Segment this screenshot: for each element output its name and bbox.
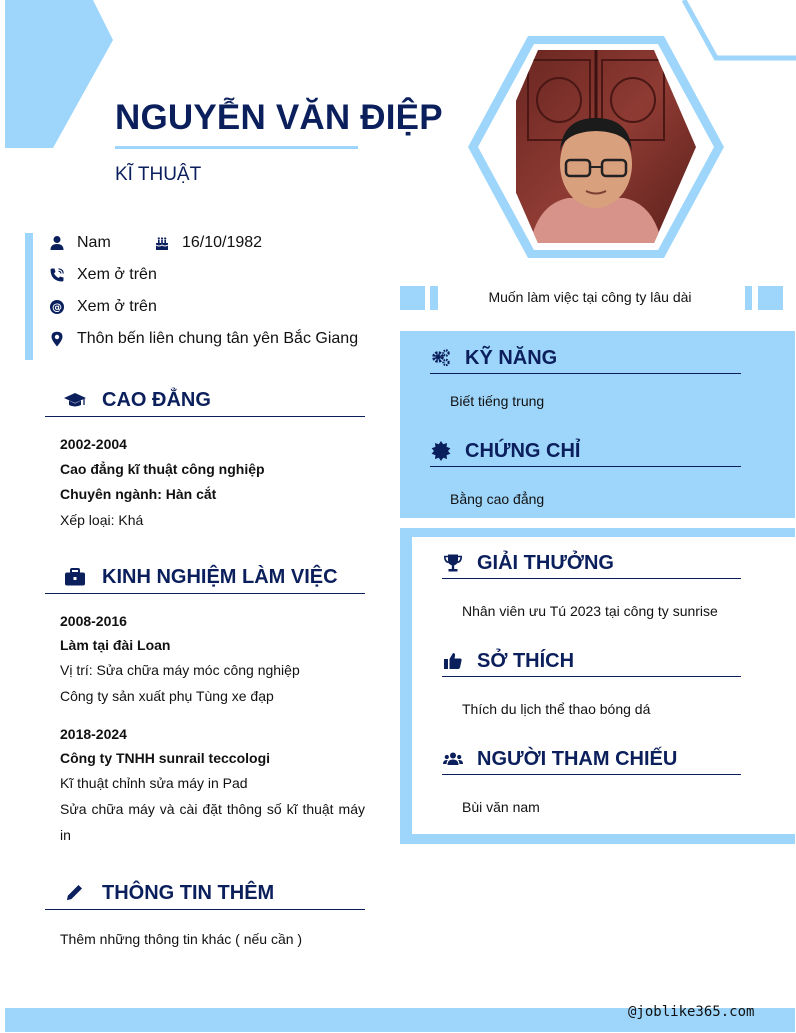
birthday-text: 16/10/1982 — [182, 234, 263, 251]
experience-section — [45, 561, 365, 594]
hobbies-divider — [442, 676, 741, 677]
education-period: 2002-2004 — [60, 436, 127, 452]
career-objective: Muốn làm việc tại công ty lâu dài — [488, 289, 692, 305]
contact-email — [47, 297, 157, 317]
certificates-section — [430, 436, 741, 467]
svg-text:@: @ — [52, 302, 62, 314]
thumbs-up-icon — [442, 650, 464, 672]
location-pin-icon — [47, 329, 67, 349]
education-school: Cao đẳng kĩ thuật công nghiệp — [60, 461, 265, 477]
additional-title: THÔNG TIN THÊM — [102, 881, 275, 904]
references-section — [442, 744, 741, 775]
certificate-badge-icon — [430, 440, 452, 462]
experience-title: KINH NGHIỆM LÀM VIỆC — [102, 565, 338, 588]
certificates-divider — [430, 466, 741, 467]
footer-watermark: @joblike365.com — [628, 1004, 755, 1020]
awards-text: Nhân viên ưu Tú 2023 tại công ty sunrise — [462, 603, 718, 619]
profile-photo — [468, 36, 724, 258]
address-text: Thôn bến liên chung tân yên Bắc Giang — [77, 330, 359, 347]
job-title: KĨ THUẬT — [115, 164, 202, 185]
education-major: Chuyên ngành: Hàn cắt — [60, 486, 217, 502]
experience-company: Công ty TNHH sunrail teccologi — [60, 750, 271, 766]
certificates-title: CHỨNG CHỈ — [465, 439, 581, 462]
experience-item — [60, 609, 365, 709]
experience-line: Vị trí: Sửa chữa máy móc công nghiệp — [60, 662, 300, 678]
users-group-icon — [442, 748, 464, 770]
experience-line: Kĩ thuật chỉnh sửa máy in Pad — [60, 775, 248, 791]
education-divider — [45, 416, 365, 417]
education-title: CAO ĐẲNG — [102, 388, 211, 411]
graduation-cap-icon — [62, 389, 88, 411]
hobbies-title: SỞ THÍCH — [477, 649, 575, 672]
experience-period: 2008-2016 — [60, 613, 127, 629]
experience-line: Công ty sản xuất phụ Tùng xe đạp — [60, 688, 274, 704]
phone-icon — [47, 265, 67, 285]
additional-divider — [45, 909, 365, 910]
contact-address — [47, 329, 358, 349]
pencil-icon — [62, 882, 88, 904]
education-section — [45, 384, 365, 417]
candidate-name: NGUYỄN VĂN ĐIỆP — [115, 98, 443, 137]
education-grade: Xếp loại: Khá — [60, 512, 144, 528]
certificates-text: Bằng cao đẳng — [450, 491, 545, 507]
contact-accent-bar — [25, 233, 33, 360]
awards-section — [442, 548, 741, 579]
references-text: Bùi văn nam — [462, 799, 540, 815]
gears-icon — [430, 347, 452, 369]
contact-birthday — [152, 233, 262, 253]
name-underline — [115, 146, 358, 149]
additional-section — [45, 877, 365, 910]
hobbies-text: Thích du lịch thể thao bóng dá — [462, 701, 651, 717]
briefcase-icon — [62, 566, 88, 588]
experience-company: Làm tại đài Loan — [60, 637, 171, 653]
email-at-icon — [47, 297, 67, 317]
references-title: NGƯỜI THAM CHIẾU — [477, 747, 678, 770]
phone-text: Xem ở trên — [77, 266, 157, 283]
experience-item — [60, 722, 365, 848]
skills-title: KỸ NĂNG — [465, 346, 558, 369]
skills-section — [430, 343, 741, 374]
trophy-icon — [442, 552, 464, 574]
additional-text: Thêm những thông tin khác ( nếu cần ) — [60, 931, 303, 947]
education-details — [60, 432, 365, 534]
awards-title: GIẢI THƯỞNG — [477, 551, 614, 574]
awards-panel — [412, 537, 795, 834]
contact-gender — [47, 233, 111, 253]
awards-divider — [442, 578, 741, 579]
references-divider — [442, 774, 741, 775]
user-icon — [47, 233, 67, 253]
experience-divider — [45, 593, 365, 594]
contact-phone — [47, 265, 157, 285]
gender-text: Nam — [77, 234, 111, 251]
corner-decoration-left — [5, 0, 115, 148]
skills-divider — [430, 373, 741, 374]
skills-text: Biết tiếng trung — [450, 393, 545, 409]
experience-line: Sửa chữa máy và cài đặt thông số kĩ thuật máy in — [60, 801, 365, 843]
experience-period: 2018-2024 — [60, 726, 127, 742]
email-text: Xem ở trên — [77, 298, 157, 315]
birthday-cake-icon — [152, 233, 172, 253]
hobbies-section — [442, 646, 741, 677]
